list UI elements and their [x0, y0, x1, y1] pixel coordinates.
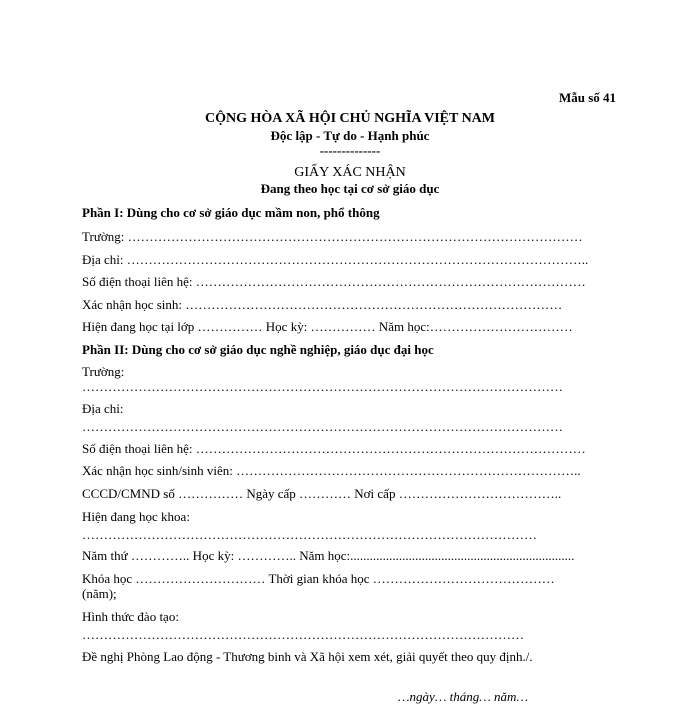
part2-training-dots: …………………………………………………………………………………………: [82, 627, 524, 642]
part2-course-years: (năm);: [82, 586, 117, 601]
part2-heading: Phần II: Dùng cho cơ sở giáo dục nghề nghiệp, giáo dục đại học: [82, 342, 434, 357]
part1-address-field: Địa chỉ: ……………………………………………………………………………………………..: [82, 252, 589, 267]
part2-faculty-label: Hiện đang học khoa:: [82, 509, 190, 524]
part2-request-text: Đề nghị Phòng Lao động - Thương binh và Xã hội xem xét, giải quyết theo quy định./.: [82, 649, 533, 664]
part2-phone-field: Số điện thoại liên hệ: ………………………………………………………………………………: [82, 441, 586, 456]
part1-heading: Phần I: Dùng cho cơ sở giáo dục mầm non, phổ thông: [82, 205, 380, 220]
motto: Độc lập - Tự do - Hạnh phúc: [270, 128, 430, 143]
part2-school-label: Trường:: [82, 364, 125, 379]
part2-id-row: CCCD/CMND số …………… Ngày cấp ………… Nơi cấp ………………………………..: [82, 486, 562, 501]
document-subtitle: Đang theo học tại cơ sở giáo dục: [260, 181, 440, 196]
part2-student-field: Xác nhận học sinh/sinh viên: ……………………………………………………………………..: [82, 463, 581, 478]
form-code: Mẫu số 41: [558, 90, 616, 105]
document-title: GIẤY XÁC NHẬN: [294, 165, 406, 180]
part2-address-label: Địa chỉ:: [82, 401, 124, 416]
part1-student-field: Xác nhận học sinh: ……………………………………………………………………………: [82, 297, 563, 312]
header-separator: --------------: [319, 143, 381, 158]
part1-school-field: Trường: ……………………………………………………………………………………………: [82, 229, 583, 244]
part2-school-dots: …………………………………………………………………………………………………: [82, 379, 563, 394]
part2-training-label: Hình thức đào tạo:: [82, 609, 179, 624]
part2-faculty-dots: ……………………………………………………………………………………………: [82, 527, 537, 542]
part2-address-dots: …………………………………………………………………………………………………: [82, 419, 563, 434]
part2-course-row: Khóa học ………………………… Thời gian khóa học ……………………………………: [82, 571, 555, 586]
footer-date: …ngày… tháng… năm…: [398, 689, 529, 704]
part1-phone-field: Số điện thoại liên hệ: ………………………………………………………………………………: [82, 274, 586, 289]
part2-year-row: Năm thứ ………….. Học kỳ: ………….. Năm học:.....................................................................: [82, 548, 575, 563]
republic-heading: CỘNG HÒA XÃ HỘI CHỦ NGHĨA VIỆT NAM: [204, 111, 495, 126]
part1-class-row: Hiện đang học tại lớp …………… Học kỳ: …………… Năm học:……………………………: [82, 319, 573, 334]
